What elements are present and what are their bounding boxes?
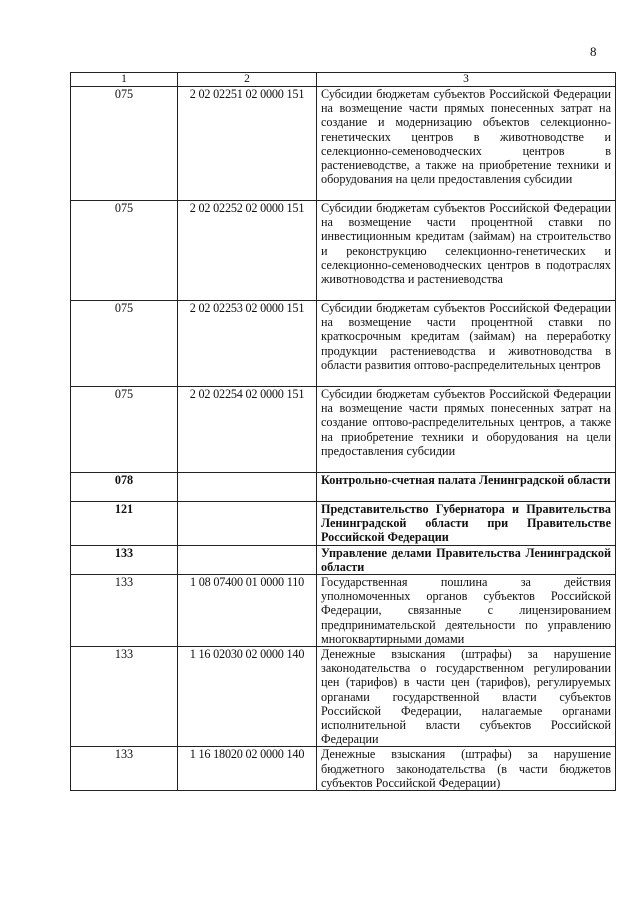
budget-code-cell xyxy=(178,473,317,502)
table-row xyxy=(71,502,616,546)
budget-code-cell: 1 16 02030 02 0000 140 xyxy=(178,647,317,747)
budget-code-cell: 2 02 02253 02 0000 151 xyxy=(178,301,317,387)
column-header-1: 1 xyxy=(71,73,178,87)
admin-code-cell: 075 xyxy=(71,201,178,301)
table-row xyxy=(71,473,616,502)
admin-code-cell: 075 xyxy=(71,387,178,473)
description-cell: Контрольно-счетная палата Ленинградской области xyxy=(317,473,616,502)
budget-code-cell: 1 08 07400 01 0000 110 xyxy=(178,575,317,647)
table-row xyxy=(71,201,616,301)
table-row xyxy=(71,545,616,574)
description-cell: Денежные взыскания (штрафы) за нарушение бюджетного законодательства (в части бюджетов субъектов Российской Федерации) xyxy=(317,747,616,791)
table-row xyxy=(71,747,616,791)
admin-code-cell: 075 xyxy=(71,87,178,201)
budget-code-table xyxy=(70,72,616,791)
page-number: 8 xyxy=(590,44,597,59)
table-header-row xyxy=(71,73,616,87)
admin-code-cell: 133 xyxy=(71,575,178,647)
description-cell: Субсидии бюджетам субъектов Российской Федерации на возмещение части прямых понесенных затрат на создание оптово-распределительных центров, а также на приобретение техники и оборудования на цели предоставления субсидии xyxy=(317,387,616,473)
description-cell: Субсидии бюджетам субъектов Российской Федерации на возмещение части прямых понесенных затрат на создание и модернизацию объектов селекционно-генетических центров в животноводстве и селекционно-семеноводческих центров в растениеводстве, а также на приобретение техники и оборудования на цели предоставления субсидии xyxy=(317,87,616,201)
budget-code-cell: 2 02 02251 02 0000 151 xyxy=(178,87,317,201)
table-row xyxy=(71,647,616,747)
column-header-2: 2 xyxy=(178,73,317,87)
table-row xyxy=(71,87,616,201)
budget-code-cell: 2 02 02254 02 0000 151 xyxy=(178,387,317,473)
admin-code-cell: 121 xyxy=(71,502,178,546)
column-header-3: 3 xyxy=(317,73,616,87)
admin-code-cell: 133 xyxy=(71,747,178,791)
description-cell: Представительство Губернатора и Правительства Ленинградской области при Правительстве Российской Федерации xyxy=(317,502,616,546)
budget-code-cell: 2 02 02252 02 0000 151 xyxy=(178,201,317,301)
description-cell: Денежные взыскания (штрафы) за нарушение законодательства о государственном регулировании цен (тарифов) в части цен (тарифов), регулируемых органами государственной власти субъектов Российской Федерации, налагаемые органами исполнительной власти субъектов Российской Федерации xyxy=(317,647,616,747)
table-row xyxy=(71,301,616,387)
admin-code-cell: 133 xyxy=(71,647,178,747)
description-cell: Субсидии бюджетам субъектов Российской Федерации на возмещение части процентной ставки по краткосрочным кредитам (займам) на переработку продукции растениеводства и животноводства в области развития оптово-распределительных центров xyxy=(317,301,616,387)
admin-code-cell: 133 xyxy=(71,545,178,574)
table-row xyxy=(71,575,616,647)
budget-code-cell xyxy=(178,502,317,546)
description-cell: Государственная пошлина за действия уполномоченных органов субъектов Российской Федерации, связанные с лицензированием предпринимательской деятельности по управлению многоквартирными домами xyxy=(317,575,616,647)
description-cell: Субсидии бюджетам субъектов Российской Федерации на возмещение части процентной ставки по инвестиционным кредитам (займам) на строительство и реконструкцию селекционно-генетических и селекционно-семеноводческих центров в подотраслях животноводства и растениеводства xyxy=(317,201,616,301)
budget-code-cell: 1 16 18020 02 0000 140 xyxy=(178,747,317,791)
budget-code-cell xyxy=(178,545,317,574)
table-row xyxy=(71,387,616,473)
admin-code-cell: 078 xyxy=(71,473,178,502)
admin-code-cell: 075 xyxy=(71,301,178,387)
description-cell: Управление делами Правительства Ленинградской области xyxy=(317,545,616,574)
